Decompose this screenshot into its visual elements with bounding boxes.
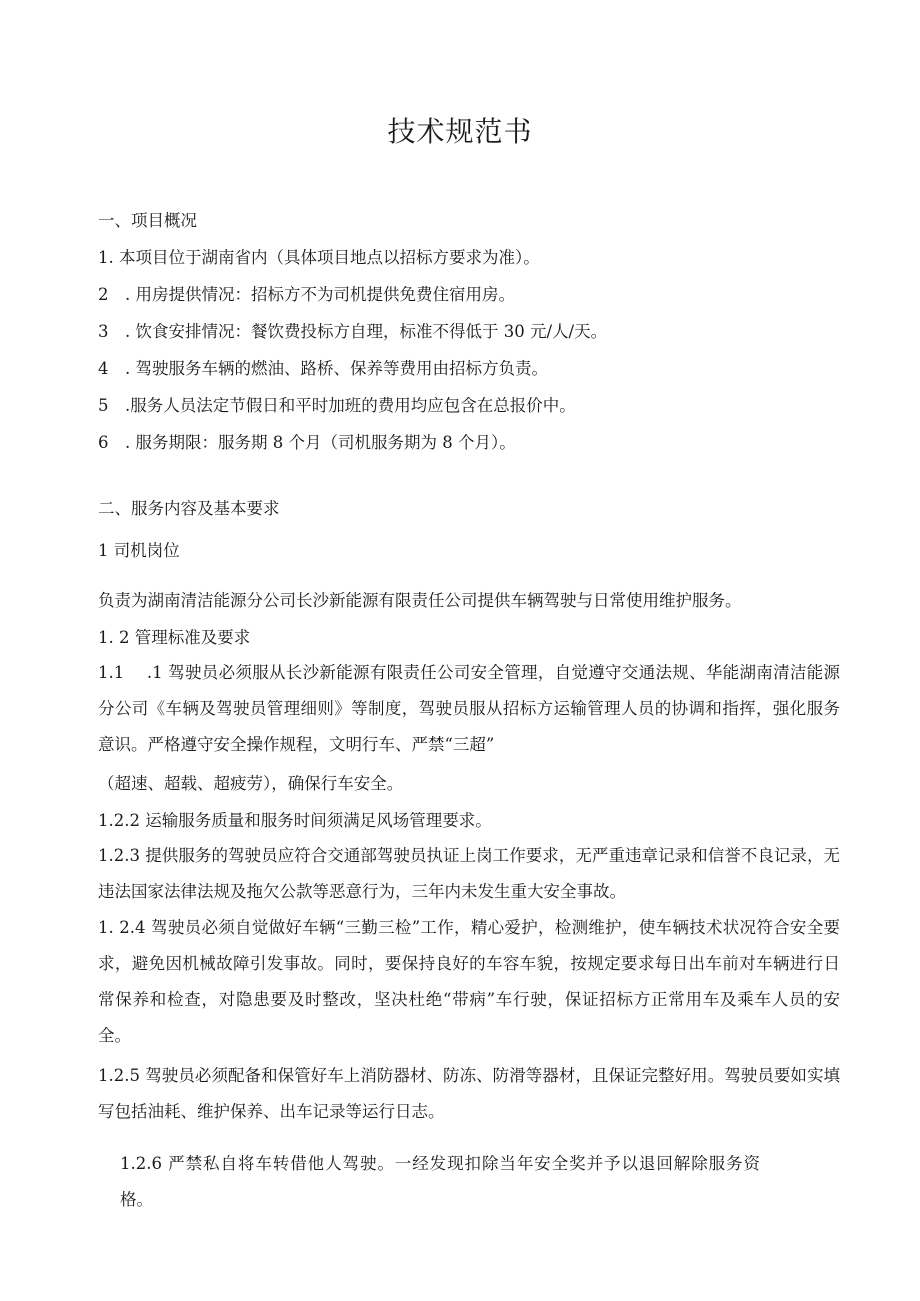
subheading-management-standards: 1. 2 管理标准及要求 [98, 628, 251, 647]
driver-post-description: 负责为湖南清洁能源分公司长沙新能源有限责任公司提供车辆驾驶与日常使用维护服务。 [98, 591, 742, 610]
clause-1-2-1-continued: （超速、超载、超疲劳），确保行车安全。 [98, 774, 404, 793]
clause-1-2-1: 1.1 .1 驾驶员必须服从长沙新能源有限责任公司安全管理，自觉遵守交通法规、华能湖南清洁能源分公司《车辆及驾驶员管理细则》等制度，驾驶员服从招标方运输管理人员的协调和指挥，强化服务意识。严格遵守安全操作规程，文明行车、严禁“三超” [98, 663, 840, 754]
overview-item-6: 6 . 服务期限：服务期 8 个月（司机服务期为 8 个月）。 [98, 433, 516, 452]
document-title: 技术规范书 [387, 115, 533, 148]
clause-1-2-6: 1.2.6 严禁私自将车转借他人驾驶。一经发现扣除当年安全奖并予以退回解除服务资格。 [120, 1154, 760, 1209]
section-heading-overview: 一、项目概况 [98, 211, 197, 230]
clause-1-2-3: 1.2.3 提供服务的驾驶员应符合交通部驾驶员执证上岗工作要求，无严重违章记录和信誉不良记录，无违法国家法律法规及拖欠公款等恶意行为，三年内未发生重大安全事故。 [98, 846, 840, 901]
overview-item-3: 3 . 饮食安排情况：餐饮费投标方自理，标准不得低于 30 元/人/天。 [98, 322, 608, 341]
overview-item-1: 1. 本项目位于湖南省内（具体项目地点以招标方要求为准）。 [98, 248, 540, 267]
section-heading-services: 二、服务内容及基本要求 [98, 499, 280, 518]
overview-item-5: 5 .服务人员法定节假日和平时加班的费用均应包含在总报价中。 [98, 396, 576, 415]
overview-item-4: 4 . 驾驶服务车辆的燃油、路桥、保养等费用由招标方负责。 [98, 359, 548, 378]
clause-1-2-2: 1.2.2 运输服务质量和服务时间须满足风场管理要求。 [98, 811, 492, 830]
clause-1-2-5: 1.2.5 驾驶员必须配备和保管好车上消防器材、防冻、防滑等器材，且保证完整好用。驾驶员要如实填写包括油耗、维护保养、出车记录等运行日志。 [98, 1066, 840, 1121]
clause-1-2-4: 1. 2.4 驾驶员必须自觉做好车辆“三勤三检”工作，精心爱护，检测维护，使车辆技术状况符合安全要求，避免因机械故障引发事故。同时，要保持良好的车容车貌，按规定要求每日出车前对车辆进行日常保养和检查，对隐患要及时整改，坚决杜绝“带病”车行驶，保证招标方正常用车及乘车人员的安全。 [98, 918, 840, 1045]
subheading-driver-post: 1 司机岗位 [98, 541, 180, 560]
overview-item-2: 2 . 用房提供情况：招标方不为司机提供免费住宿用房。 [98, 285, 515, 304]
